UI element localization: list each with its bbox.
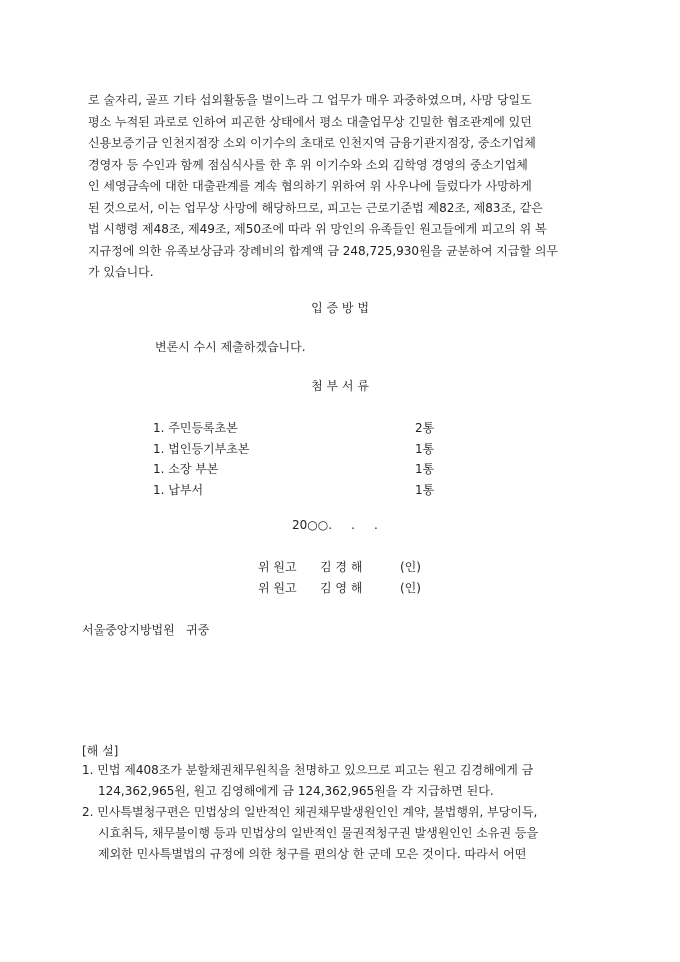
body-line: 된 것으로서, 이는 업무상 사망에 해당하므로, 피고는 근로기준법 제82조, 제83조, 같은 <box>88 200 543 215</box>
attachment-name: 1. 납부서 <box>153 483 204 497</box>
evidence-heading: 입 증 방 법 <box>311 301 369 315</box>
court-addressee: 서울중앙지방법원 귀중 <box>82 623 210 637</box>
attachment-qty: 1통 <box>415 442 435 456</box>
note-line: 제외한 민사특별법의 규정에 의한 청구를 편의상 한 군데 모은 것이다. 따라서 어떤 <box>98 847 527 861</box>
attachment-item <box>153 481 443 501</box>
body-line: 법 시행령 제48조, 제49조, 제50조에 따라 위 망인의 유족들인 원고들에게 피고의 위 복 <box>88 222 547 236</box>
body-line: 지규정에 의한 유족보상금과 장례비의 합계액 금 248,725,930원을 균분하여 지급할 의무 <box>88 243 559 258</box>
attachment-qty: 1통 <box>415 483 435 497</box>
body-line: 평소 누적된 과로로 인하여 피곤한 상태에서 평소 대출업무상 긴밀한 협조관계에 있던 <box>88 114 532 129</box>
body-paragraph <box>88 90 600 284</box>
body-line: 인 세영금속에 대한 대출관계를 계속 협의하기 위하여 위 사우나에 들렀다가 사망하게 <box>88 179 532 193</box>
signature-name: 김 영 해 <box>320 581 363 595</box>
notes-title: [해 설] <box>82 744 119 758</box>
body-line: 가 있습니다. <box>88 265 154 279</box>
attachment-qty: 2통 <box>415 421 435 435</box>
note-line: 2. 민사특별청구편은 민법상의 일반적인 채권채무발생원인인 계약, 불법행위, 부당이득, <box>82 805 538 819</box>
body-line: 신용보증기금 인천지점장 소외 이기수의 초대로 인천지역 금융기관지점장, 중소기업체 <box>88 136 536 150</box>
note-item <box>82 760 600 802</box>
evidence-text: 변론시 수시 제출하겠습니다. <box>155 340 306 354</box>
attachment-qty: 1통 <box>415 462 435 476</box>
attachments-heading: 첨 부 서 류 <box>311 379 369 393</box>
attachment-item <box>153 460 443 480</box>
attachment-name: 1. 소장 부본 <box>153 462 219 476</box>
attachment-item <box>153 419 443 439</box>
attachment-item <box>153 440 443 460</box>
body-line: 로 술자리, 골프 기타 섭외활동을 벌이느라 그 업무가 매우 과중하였으며, 사망 당일도 <box>88 93 532 107</box>
note-item <box>82 802 600 865</box>
signature-seal: (인) <box>400 581 421 595</box>
filing-date: 20○○. . . <box>292 518 378 532</box>
signature-role: 위 원고 <box>258 581 297 595</box>
signature-name: 김 경 해 <box>320 560 363 574</box>
note-line: 1. 민법 제408조가 분할채권채무원칙을 천명하고 있으므로 피고는 원고 김경해에게 금 <box>82 763 534 777</box>
signature-seal: (인) <box>400 560 421 574</box>
body-line: 경영자 등 수인과 함께 점심식사를 한 후 위 이기수와 소외 김학영 경영의 중소기업체 <box>88 157 528 172</box>
attachment-name: 1. 주민등록초본 <box>153 421 238 435</box>
note-line: 124,362,965원, 원고 김영해에게 금 124,362,965원을 각 지급하면 된다. <box>98 784 494 798</box>
attachment-name: 1. 법인등기부초본 <box>153 442 250 456</box>
note-line: 시효취득, 채무불이행 등과 민법상의 일반적인 물권적청구권 발생원인인 소유권 등을 <box>98 826 539 840</box>
signature-role: 위 원고 <box>258 560 297 574</box>
